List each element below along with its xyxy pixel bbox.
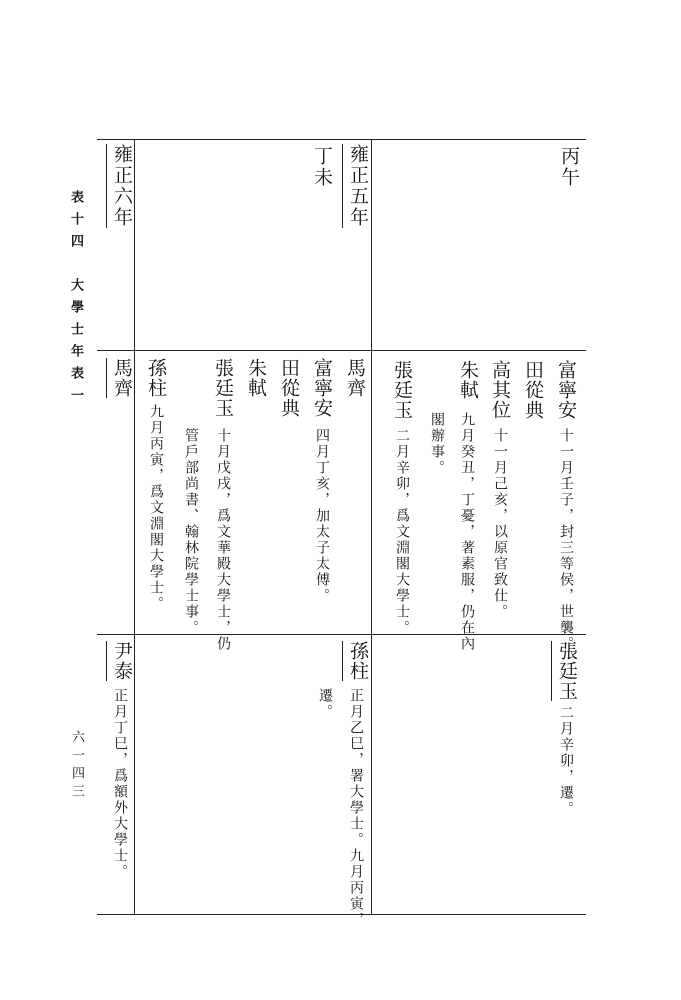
entry-name: 張廷玉 — [391, 360, 413, 420]
entry-name: 富寧安 — [555, 360, 577, 420]
top-rule — [97, 139, 586, 140]
entry-name: 張廷玉 — [551, 641, 581, 701]
entry-name: 高其位 — [489, 360, 511, 420]
entry-name: 富寧安 — [311, 358, 333, 418]
entry-name: 尹泰 — [106, 641, 136, 681]
entry-note: 九月丙寅，爲文淵閣大學士。 — [148, 404, 164, 612]
entry-name: 田從典 — [522, 360, 544, 420]
running-head: 表十四 大學士年表一 — [68, 190, 83, 410]
ganzhi-dingwei: 丁未 — [311, 146, 333, 188]
entry-name: 張廷玉 — [212, 358, 234, 418]
column-divider-2 — [134, 139, 135, 914]
year-label-yongzheng-6: 雍正六年 — [106, 144, 136, 228]
entry-note: 二月辛卯，爲文淵閣大學士。 — [394, 428, 410, 636]
entry-name: 孫柱 — [145, 358, 167, 398]
entry-name: 馬齊 — [106, 358, 136, 398]
entry-note: 九月癸丑，丁憂，著素服，仍在內 — [459, 412, 475, 652]
column-divider-1 — [371, 139, 372, 914]
entry-note-continued: 閣辦事。 — [429, 412, 445, 476]
row-divider-1 — [97, 350, 586, 351]
entry-note: 二月辛卯，遷。 — [558, 705, 574, 817]
entry-note: 十月戊戌，爲文華殿大學士，仍 — [215, 428, 231, 652]
entry-note: 十一月壬子，封三等侯，世襲。 — [558, 428, 574, 652]
page-number: 六一四三 — [69, 730, 84, 802]
entry-name: 朱軾 — [245, 358, 267, 398]
entry-note-continued: 遷。 — [317, 688, 333, 720]
entry-name: 孫柱 — [342, 641, 372, 681]
entry-note: 十一月己亥，以原官致仕。 — [492, 428, 508, 620]
entry-note: 正月丁巳，爲額外大學士。 — [112, 688, 128, 880]
row-divider-2 — [97, 634, 586, 635]
year-label-bingwu: 丙午 — [558, 146, 580, 188]
entry-name: 馬齊 — [344, 358, 366, 398]
bottom-rule — [97, 914, 586, 915]
entry-note-continued: 管戶部尚書、翰林院學士事。 — [183, 428, 199, 636]
entry-note: 正月乙巳，署大學士。九月丙寅， — [348, 688, 364, 928]
year-label-yongzheng-5: 雍正五年 — [342, 144, 372, 228]
entry-name: 朱軾 — [457, 360, 479, 400]
entry-note: 四月丁亥，加太子太傅。 — [314, 428, 330, 604]
entry-name: 田從典 — [278, 358, 300, 418]
